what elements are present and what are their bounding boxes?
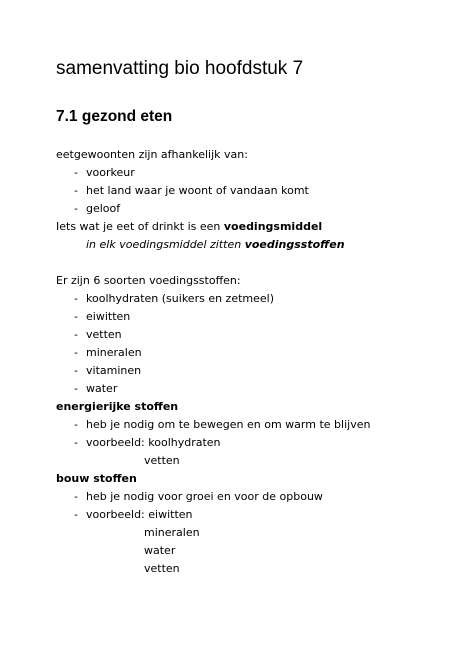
energy-heading: energierijke stoffen <box>56 400 179 413</box>
section-heading: 7.1 gezond eten <box>56 108 173 125</box>
definition2-term: voedingsstoffen <box>244 238 345 251</box>
bullet-dash: - <box>74 202 78 215</box>
kind-item: koolhydraten (suikers en zetmeel) <box>86 292 275 305</box>
bullet-dash: - <box>74 310 78 323</box>
definition2-line <box>86 238 345 252</box>
energy-example: vetten <box>144 454 180 467</box>
factor-item: voorkeur <box>86 166 135 179</box>
building-point: heb je nodig voor groei en voor de opbouw <box>86 490 323 503</box>
bullet-dash: - <box>74 328 78 341</box>
kind-item: eiwitten <box>86 310 131 323</box>
building-example: mineralen <box>144 526 200 539</box>
building-example: vetten <box>144 562 180 575</box>
kind-item: water <box>86 382 118 395</box>
building-point: voorbeeld: eiwitten <box>86 508 193 521</box>
bullet-dash: - <box>74 364 78 377</box>
kind-item: vetten <box>86 328 122 341</box>
kind-item: vitaminen <box>86 364 142 377</box>
bullet-dash: - <box>74 490 78 503</box>
definition2-prefix: in elk voedingsmiddel zitten <box>86 238 245 251</box>
energy-point: heb je nodig om te bewegen en om warm te blijven <box>86 418 371 431</box>
energy-point: voorbeeld: koolhydraten <box>86 436 221 449</box>
bullet-dash: - <box>74 292 78 305</box>
definition-prefix: Iets wat je eet of drinkt is een <box>56 220 224 233</box>
bullet-dash: - <box>74 418 78 431</box>
definition-term: voedingsmiddel <box>223 220 323 233</box>
building-example: water <box>144 544 176 557</box>
bullet-dash: - <box>74 346 78 359</box>
kinds-intro: Er zijn 6 soorten voedingsstoffen: <box>56 274 241 287</box>
bullet-dash: - <box>74 382 78 395</box>
definition-line <box>56 220 322 234</box>
building-heading: bouw stoffen <box>56 472 137 485</box>
kind-item: mineralen <box>86 346 142 359</box>
bullet-dash: - <box>74 436 78 449</box>
bullet-dash: - <box>74 508 78 521</box>
bullet-dash: - <box>74 166 78 179</box>
bullet-dash: - <box>74 184 78 197</box>
intro-text: eetgewoonten zijn afhankelijk van: <box>56 148 248 161</box>
factor-item: geloof <box>86 202 121 215</box>
factor-item: het land waar je woont of vandaan komt <box>86 184 309 197</box>
document-title: samenvatting bio hoofdstuk 7 <box>56 58 304 79</box>
